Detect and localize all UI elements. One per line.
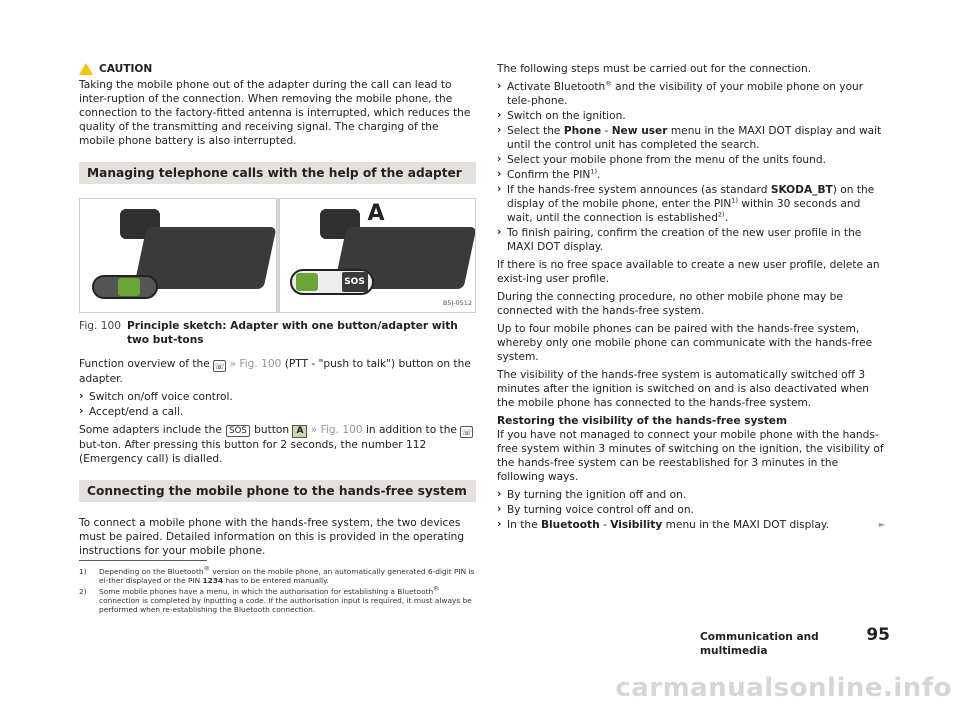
fn1-pre: Depending on the Bluetooth <box>99 567 204 576</box>
two-button-pad <box>290 269 374 295</box>
warning-triangle-icon <box>79 63 93 75</box>
b1-text-post: and the visibility of your mobile phone on your tele-phone. <box>507 81 864 107</box>
ptt-phone-icon: ☏ <box>214 362 225 371</box>
menu-bluetooth: Bluetooth <box>540 519 600 531</box>
b3-text: Select the <box>507 125 564 137</box>
some-adapters-paragraph <box>79 423 476 466</box>
list-item: › By turning the ignition off and on. <box>497 488 885 502</box>
up-to-four-paragraph: Up to four mobile phones can be paired with the hands-free system, whereby only one mobile phone can communicate with the hands-free system. <box>497 323 873 363</box>
some-text-3: in addition to the <box>365 424 457 436</box>
section-heading-managing-calls: Managing telephone calls with the help of the adapter <box>79 162 476 184</box>
skoda-bt-name: SKODA_BT <box>770 184 833 196</box>
footnote-rule <box>79 560 207 561</box>
visibility-paragraph: The visibility of the hands-free system is automatically switched off 3 minutes after the ignition is switched on and is also deactivated when the mobile phone has connected to the hands-free system. <box>497 369 869 409</box>
pin-1234: 1234 <box>202 576 224 585</box>
footnote-ref: 1) <box>731 196 738 205</box>
fn1-mid: version on the mobile phone, an automatically generated 6-digit PIN is ei-ther displayed or the PIN <box>99 567 475 585</box>
registered-mark: ® <box>605 79 612 88</box>
connect-paragraph: To connect a mobile phone with the hands-free system, the two devices must be paired. Detailed information on this is provided in the operating instructions for your mobile phone. <box>79 517 465 557</box>
fig-100-link-2[interactable]: » Fig. 100 <box>310 424 363 436</box>
footnote-1 <box>79 564 476 585</box>
footer-section-title: Communication and multimedia <box>700 631 819 657</box>
figure-caption-text: Principle sketch: Adapter with one button/adapter with two but-tons <box>126 320 458 346</box>
some-text-2: button <box>254 424 290 436</box>
list-item: › Switch on/off voice control. <box>79 390 476 404</box>
caution-text: Taking the mobile phone out of the adapter during the call can lead to inter-ruption of the connection. When removing the mobile phone, the connection to the factory-fitted antenna is interrupted, which reduces the quality of the transmitting and receiving signal. The charging of the mobile phone battery is also interrupted. <box>79 79 471 147</box>
sos-key-icon: SOS <box>226 425 249 437</box>
watermark: carmanualsonline.info <box>615 673 952 701</box>
footnote-text <box>99 584 476 614</box>
right-column <box>497 62 885 533</box>
no-space-paragraph: If there is no free space available to create a new user profile, delete an exist-ing user profile. <box>497 259 880 285</box>
figure-caption <box>79 319 476 347</box>
r3-text-post: menu in the MAXI DOT display. <box>662 519 829 531</box>
b3-text-post: menu in the MAXI DOT display and wait until the control unit has completed the search. <box>507 125 882 151</box>
restore-heading: Restoring the visibility of the hands-free system <box>497 415 788 427</box>
figure-label-a: A <box>367 201 385 226</box>
restore-paragraph: If you have not managed to connect your mobile phone with the hands-free system within 3 minutes of switching on the ignition, the visibility of the hands-free system can be reestablished for 3 minutes in the following ways. <box>497 429 884 483</box>
fig-100-link[interactable]: » Fig. 100 <box>229 358 282 370</box>
sos-button-label: SOS <box>342 272 368 292</box>
list-item: › Accept/end a call. <box>79 405 476 419</box>
left-column <box>79 62 476 562</box>
b6-text-post: . <box>724 212 728 224</box>
page-number: 95 <box>866 625 890 645</box>
some-text-4: but-ton. After pressing this button for 2 seconds, the number 112 (Emergency call) is dialled. <box>79 439 427 465</box>
b6-text-mid: ) on the display of the mobile phone, enter the PIN <box>507 184 875 210</box>
registered-mark: ® <box>203 564 211 573</box>
function-text-2: (PTT - "push to talk") button on the adapter. <box>79 358 471 385</box>
b1-text: Activate Bluetooth <box>507 81 606 93</box>
key-a-badge: A <box>292 425 307 438</box>
list-item <box>497 168 885 182</box>
footnote-2 <box>79 584 476 614</box>
list-item <box>497 183 885 225</box>
caution-heading <box>79 62 476 76</box>
ptt-button-icon <box>118 278 140 296</box>
continue-arrow-icon: ► <box>878 520 885 529</box>
b6-text: If the hands-free system announces (as standard <box>507 184 771 196</box>
ptt-phone-icon: ☏ <box>461 428 472 437</box>
menu-phone: Phone <box>563 125 602 137</box>
figure-code: B5J-0512 <box>442 299 472 307</box>
footnote-mark: 2) <box>79 587 87 596</box>
figure-number: Fig. 100 <box>79 320 121 332</box>
section-heading-connecting: Connecting the mobile phone to the hands-free system <box>79 480 476 502</box>
footnotes <box>79 560 476 616</box>
list-item: › Select your mobile phone from the menu of the units found. <box>497 153 885 167</box>
footnote-ref: 1) <box>590 167 597 176</box>
figure-panel-two-buttons <box>279 198 477 313</box>
some-text-1: Some adapters include the <box>79 424 222 436</box>
b6-text-mid2: within 30 seconds and wait, until the connection is established <box>507 198 861 224</box>
intro-paragraph: The following steps must be carried out for the connection. <box>497 63 812 75</box>
fn2-pre: Some mobile phones have a menu, in which the authorisation for establishing a Bluetooth <box>99 587 434 596</box>
b5-text: Confirm the PIN <box>507 169 591 181</box>
caution-label: CAUTION <box>99 63 153 75</box>
list-item <box>497 518 885 532</box>
one-button-pad <box>92 275 158 299</box>
fn2-mid: connection is completed by inputting a code. If the authorisation input is required, it must always be performed when re-establishing the Bluetooth connection. <box>99 596 472 614</box>
list-item: › By turning voice control off and on. <box>497 503 885 517</box>
page-footer <box>700 625 890 658</box>
list-item: › To finish pairing, confirm the creation of the new user profile in the MAXI DOT display. <box>497 226 885 254</box>
during-paragraph: During the connecting procedure, no other mobile phone may be connected with the hands-free system. <box>497 291 843 317</box>
menu-sep: - <box>599 519 611 531</box>
list-item: › Switch on the ignition. <box>497 109 885 123</box>
r3-text: In the <box>507 519 541 531</box>
footnote-ref: 2) <box>717 210 725 219</box>
list-item <box>497 124 885 152</box>
menu-visibility: Visibility <box>610 519 663 531</box>
function-overview <box>79 357 476 386</box>
b5-text-post: . <box>596 169 601 181</box>
footnote-text <box>99 564 476 585</box>
function-text-1: Function overview of the <box>79 358 210 370</box>
figure-100 <box>79 198 476 313</box>
registered-mark: ® <box>433 584 440 593</box>
menu-sep: - <box>601 125 612 137</box>
list-item <box>497 80 885 108</box>
fn1-post: has to be entered manually. <box>223 576 329 585</box>
figure-panel-one-button <box>79 198 277 313</box>
ptt-button-icon <box>296 273 318 291</box>
footnote-mark: 1) <box>79 567 87 576</box>
menu-new-user: New user <box>611 125 668 137</box>
